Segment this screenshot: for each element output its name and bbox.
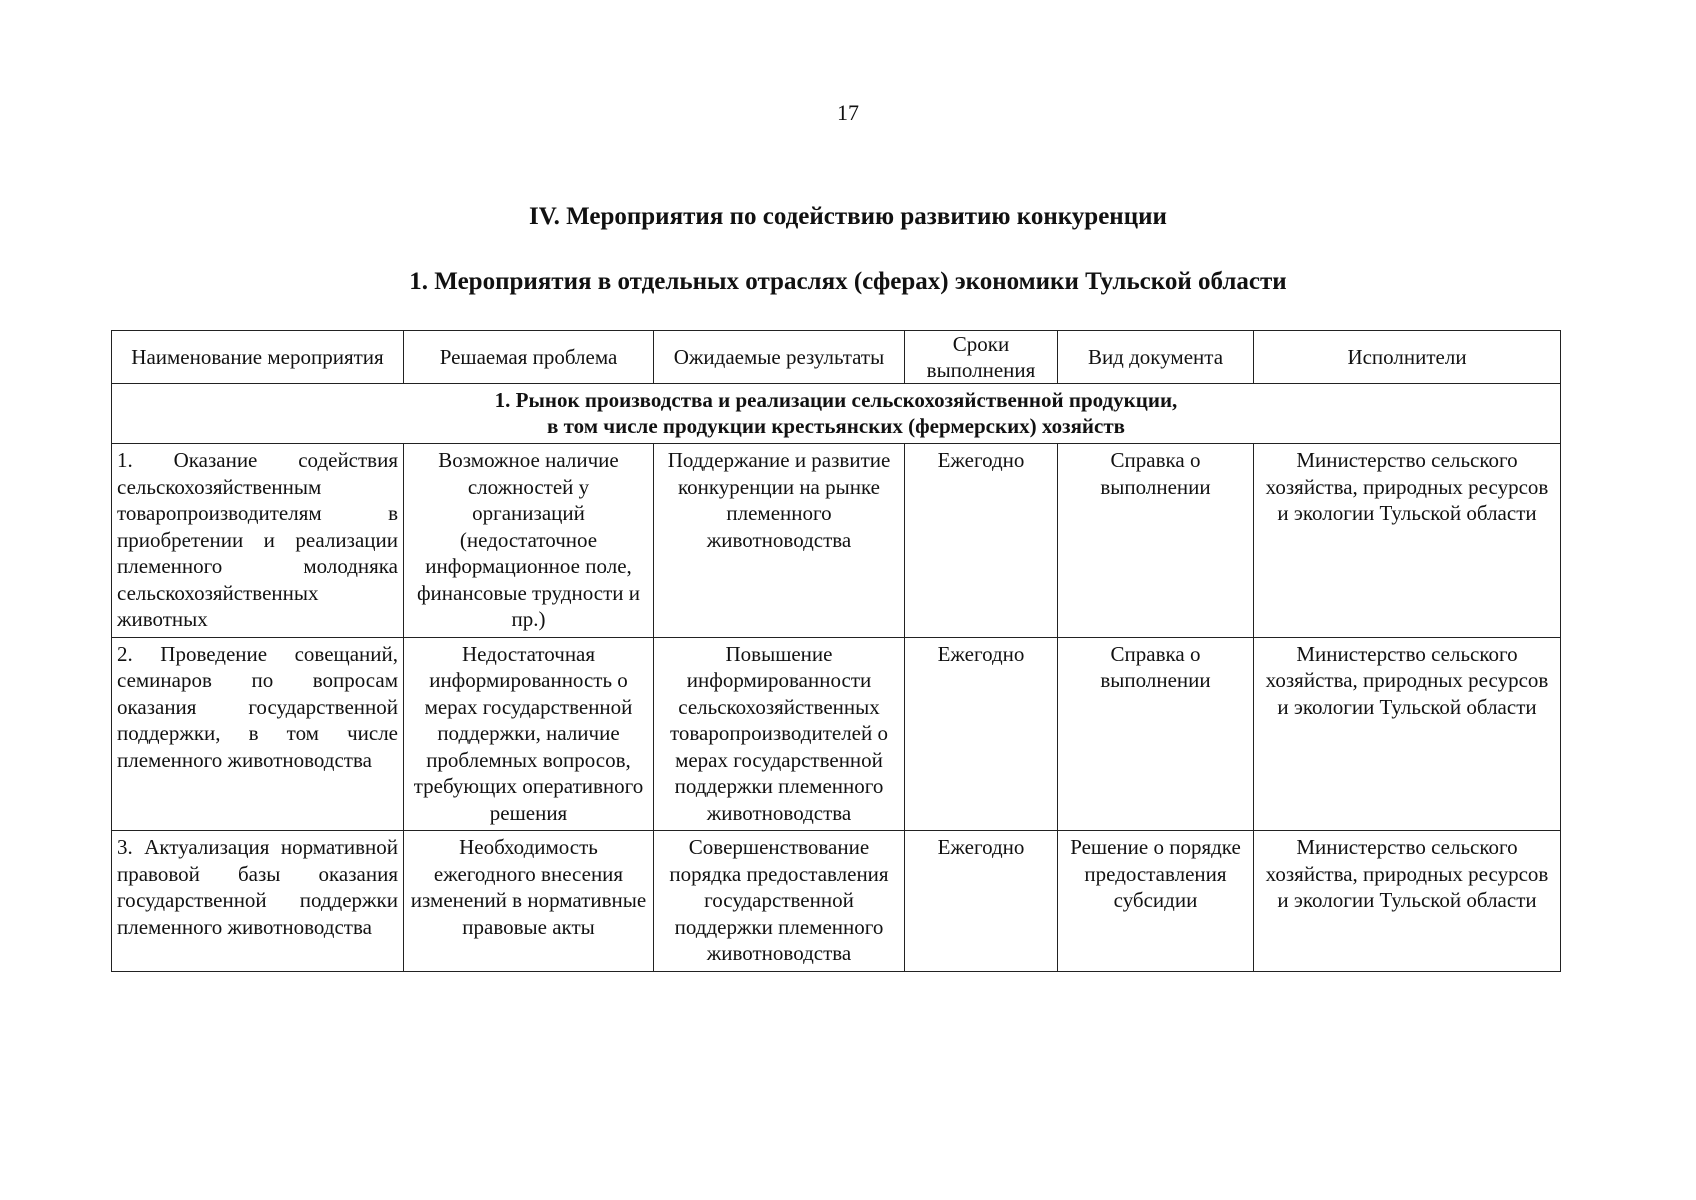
table-row (112, 444, 1561, 638)
section-title: IV. Мероприятия по содействию развитию конкуренции (529, 203, 1167, 230)
executors-cell: Министерство сельского хозяйства, природных ресурсов и экологии Тульской области (1254, 831, 1561, 972)
table-row (112, 637, 1561, 831)
subsection-title: 1. Мероприятия в отдельных отраслях (сферах) экономики Тульской области (409, 268, 1287, 295)
group-header-row (112, 384, 1561, 444)
term-cell: Ежегодно (905, 831, 1058, 972)
header-executors: Исполнители (1254, 331, 1561, 384)
measure-name-cell: 2. Проведение совещаний, семинаров по вопросам оказания государственной поддержки, в том числе племенного животноводства (112, 637, 404, 831)
document-cell: Справка о выполнении (1058, 637, 1254, 831)
page-number: 17 (837, 100, 859, 125)
group-header-line-2: в том числе продукции крестьянских (фермерских) хозяйств (546, 414, 1126, 438)
table-row (112, 831, 1561, 972)
header-expected-results: Ожидаемые результаты (654, 331, 905, 384)
result-cell: Совершенствование порядка предоставления государственной поддержки племенного животноводства (654, 831, 905, 972)
header-problem: Решаемая проблема (404, 331, 654, 384)
measure-name-cell: 1. Оказание содействия сельскохозяйственным товаропроизводителям в приобретении и реализации племенного молодняка сельскохозяйственных животных (112, 444, 404, 638)
measures-table (111, 330, 1561, 972)
problem-cell: Недостаточная информированность о мерах государственной поддержки, наличие проблемных вопросов, требующих оперативного решения (404, 637, 654, 831)
term-cell: Ежегодно (905, 444, 1058, 638)
document-cell: Справка о выполнении (1058, 444, 1254, 638)
header-terms: Сроки выполнения (905, 331, 1058, 384)
executors-cell: Министерство сельского хозяйства, природных ресурсов и экологии Тульской области (1254, 444, 1561, 638)
problem-cell: Возможное наличие сложностей у организаций (недостаточное информационное поле, финансовые трудности и пр.) (404, 444, 654, 638)
header-document-type: Вид документа (1058, 331, 1254, 384)
group-header (112, 384, 1561, 444)
table-header-row (112, 331, 1561, 384)
header-measure-name: Наименование мероприятия (112, 331, 404, 384)
executors-cell: Министерство сельского хозяйства, природных ресурсов и экологии Тульской области (1254, 637, 1561, 831)
measure-name-cell: 3. Актуализация нормативной правовой базы оказания государственной поддержки племенного животноводства (112, 831, 404, 972)
result-cell: Повышение информированности сельскохозяйственных товаропроизводителей о мерах государственной поддержки племенного животноводства (654, 637, 905, 831)
group-header-line-1: 1. Рынок производства и реализации сельскохозяйственной продукции, (494, 388, 1178, 412)
term-cell: Ежегодно (905, 637, 1058, 831)
result-cell: Поддержание и развитие конкуренции на рынке племенного животноводства (654, 444, 905, 638)
problem-cell: Необходимость ежегодного внесения изменений в нормативные правовые акты (404, 831, 654, 972)
document-cell: Решение о порядке предоставления субсидии (1058, 831, 1254, 972)
